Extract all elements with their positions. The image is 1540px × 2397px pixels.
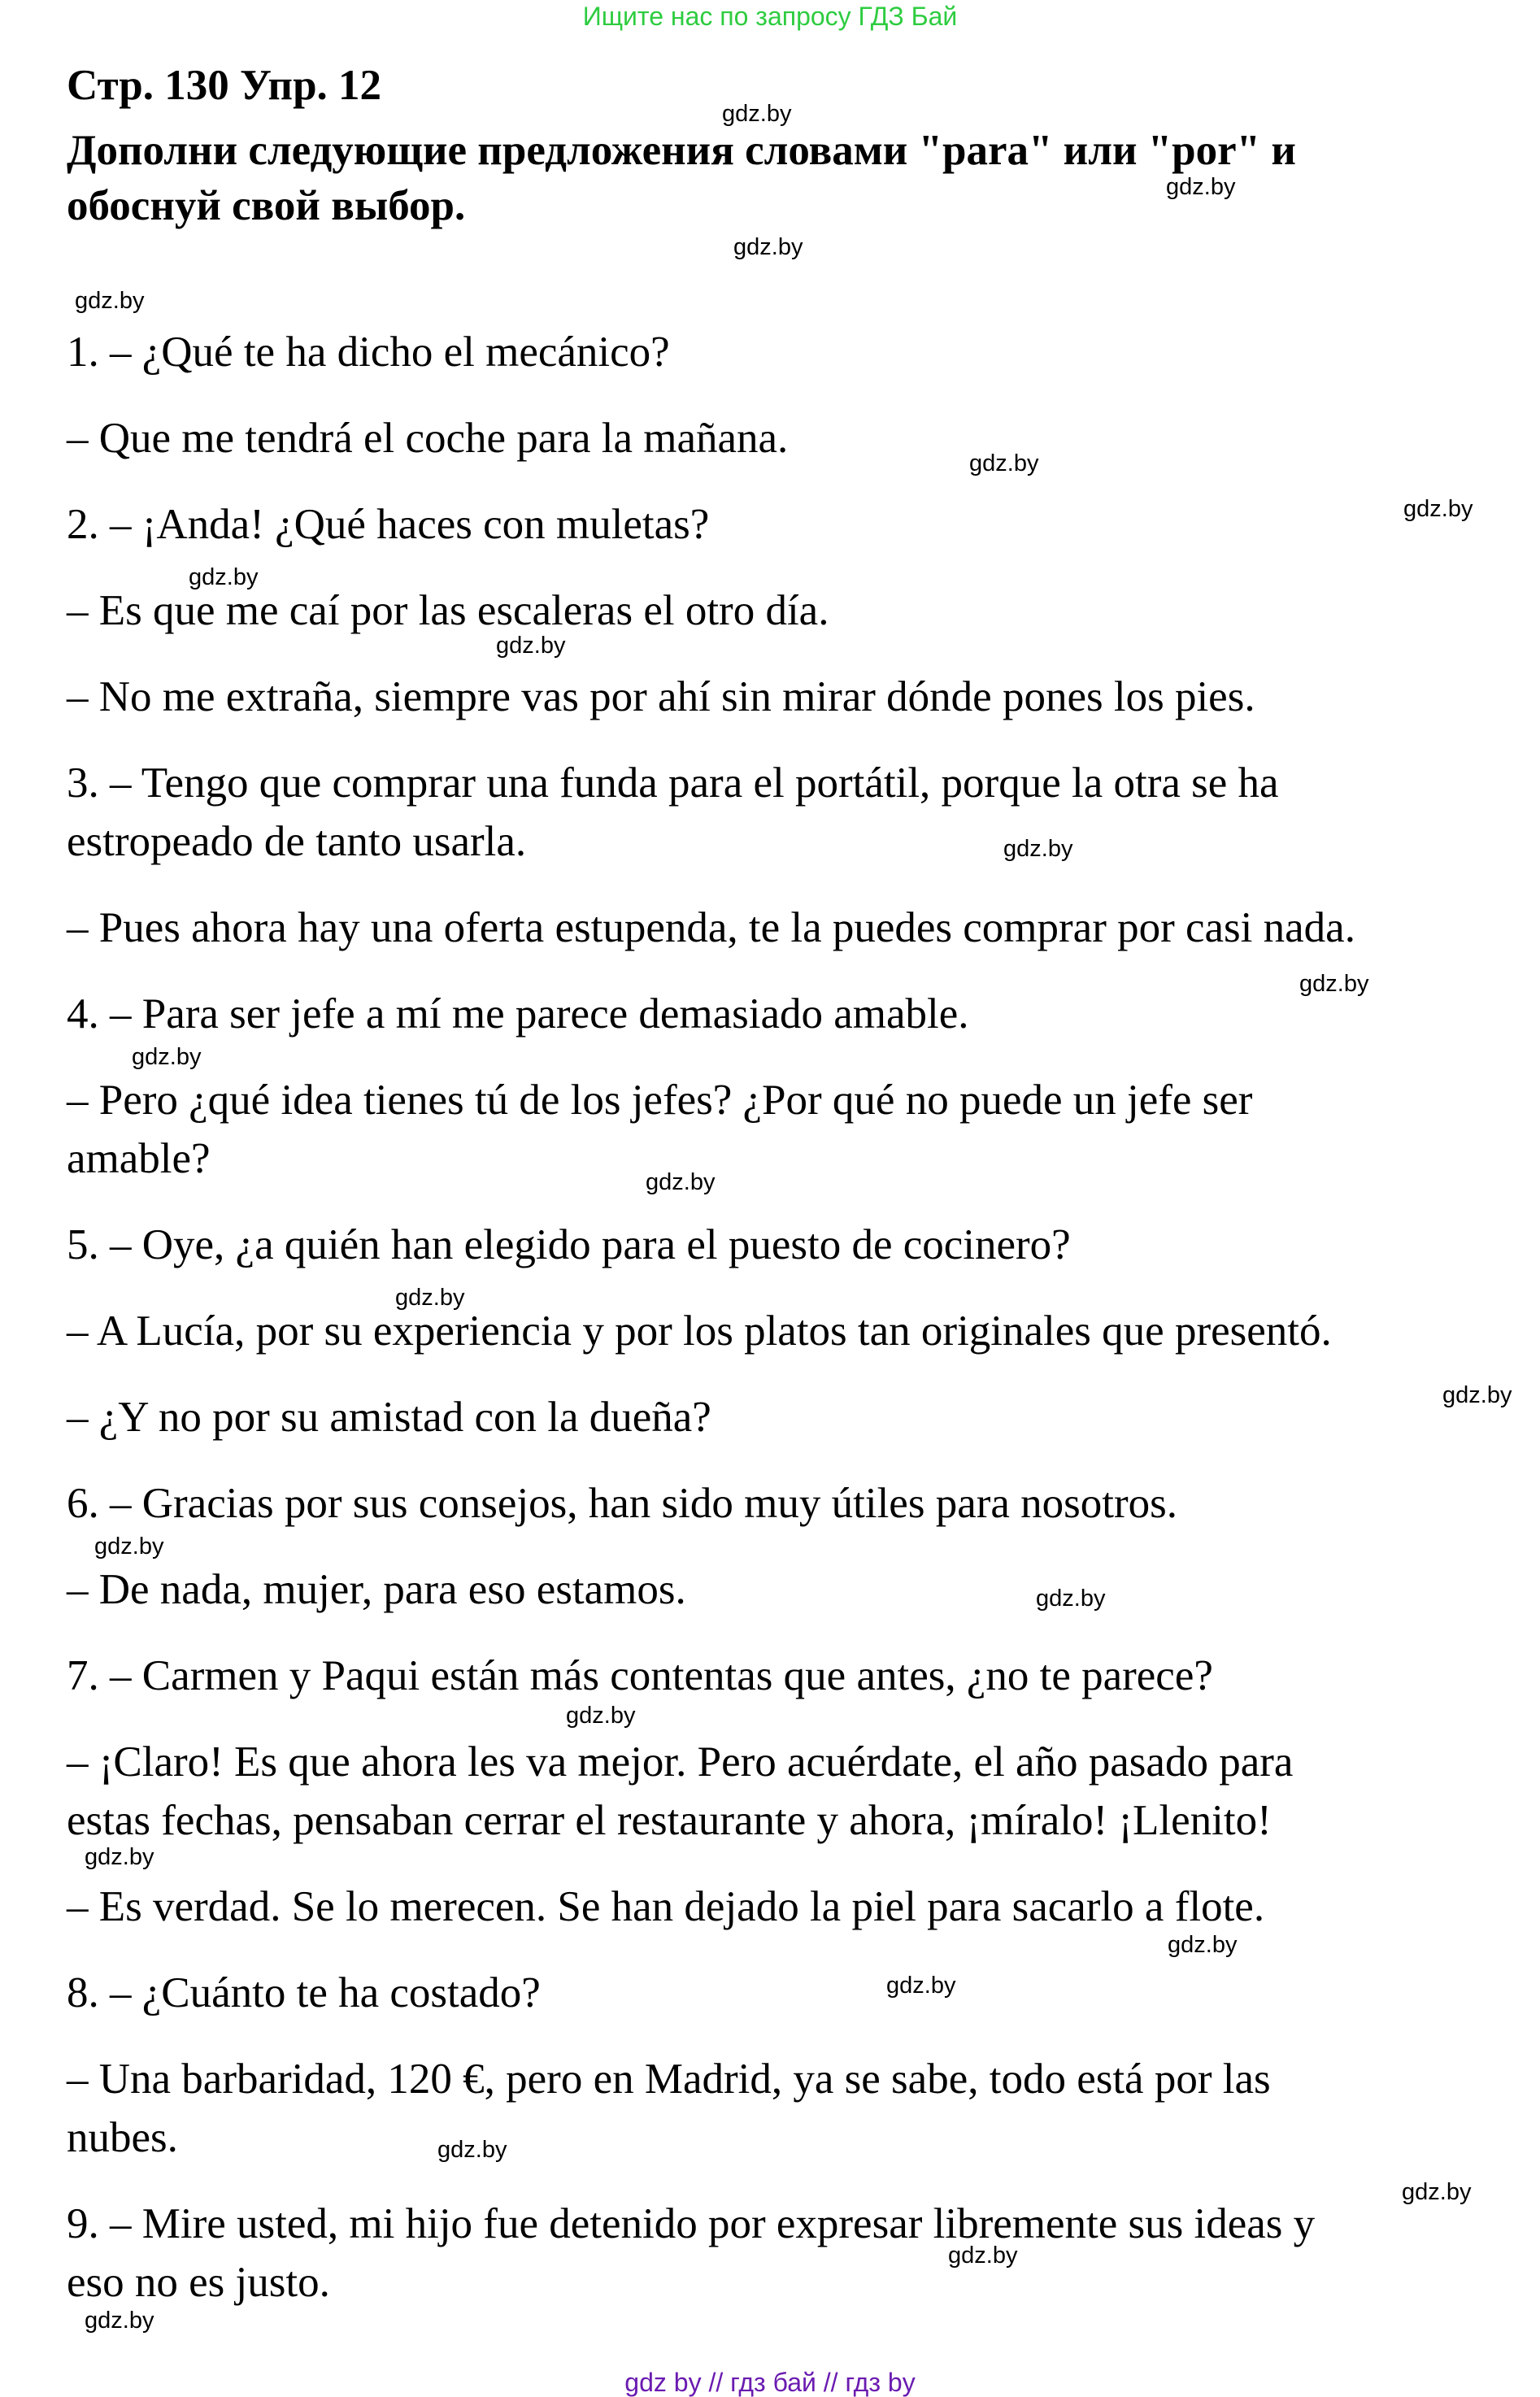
- text-line: 2. – ¡Anda! ¿Qué haces con muletas?: [67, 501, 710, 548]
- text-line: 9. – Mire usted, mi hijo fue detenido por expresar libremente sus ideas y: [67, 2200, 1316, 2247]
- text-line: 6. – Gracias por sus consejos, han sido muy útiles para nosotros.: [67, 1480, 1178, 1527]
- text-line: – Pues ahora hay una oferta estupenda, te la puedes comprar por casi nada.: [67, 904, 1355, 951]
- watermark: gdz.by: [395, 1285, 465, 1311]
- watermark: gdz.by: [94, 1533, 164, 1560]
- watermark: gdz.by: [1299, 971, 1369, 997]
- watermark: gdz.by: [1168, 1932, 1238, 1958]
- task-instruction-line-2: обоснуй свой выбор.: [67, 182, 466, 229]
- watermark: gdz.by: [566, 1703, 636, 1729]
- text-line: – Pero ¿qué idea tienes tú de los jefes? ¿Por qué no puede un jefe ser: [67, 1077, 1253, 1124]
- page-reference: Стр. 130 Упр. 12: [67, 62, 382, 109]
- text-line: 5. – Oye, ¿a quién han elegido para el puesto de cocinero?: [67, 1221, 1071, 1268]
- watermark: gdz.by: [948, 2243, 1018, 2269]
- text-line: 8. – ¿Cuánto te ha costado?: [67, 1969, 541, 2016]
- text-line: – De nada, mujer, para eso estamos.: [67, 1566, 686, 1613]
- watermark: gdz.by: [1003, 836, 1073, 862]
- text-line: 3. – Tengo que comprar una funda para el portátil, porque la otra se ha: [67, 759, 1279, 807]
- watermark: gdz.by: [437, 2137, 507, 2163]
- watermark: gdz.by: [1402, 2179, 1472, 2205]
- watermark: gdz.by: [1442, 1382, 1512, 1408]
- text-line: – Es que me caí por las escaleras el otro día.: [67, 587, 829, 634]
- watermark: gdz.by: [85, 1844, 154, 1870]
- watermark: gdz.by: [189, 564, 259, 590]
- task-instruction-line-1: Дополни следующие предложения словами "para" или "por" и: [67, 127, 1296, 174]
- text-line: eso no es justo.: [67, 2259, 330, 2306]
- watermark: gdz.by: [85, 2308, 154, 2334]
- text-line: – ¡Claro! Es que ahora les va mejor. Pero acuérdate, el año pasado para: [67, 1738, 1294, 1786]
- watermark: gdz.by: [1403, 496, 1473, 522]
- footer-links[interactable]: gdz by // гдз бай // гдз by: [624, 2368, 916, 2397]
- text-line: – Es verdad. Se lo merecen. Se han dejado la piel para sacarlo a flote.: [67, 1883, 1265, 1930]
- text-line: – No me extraña, siempre vas por ahí sin mirar dónde pones los pies.: [67, 673, 1255, 720]
- watermark: gdz.by: [75, 288, 145, 314]
- watermark: gdz.by: [1036, 1586, 1106, 1612]
- text-line: – ¿Y no por su amistad con la dueña?: [67, 1394, 711, 1441]
- text-line: 4. – Para ser jefe a mí me parece demasiado amable.: [67, 990, 969, 1038]
- header-search-link[interactable]: Ищите нас по запросу ГДЗ Бай: [582, 2, 958, 31]
- watermark: gdz.by: [886, 1973, 956, 1999]
- watermark: gdz.by: [132, 1044, 202, 1070]
- watermark: gdz.by: [1166, 174, 1236, 200]
- watermark: gdz.by: [646, 1169, 716, 1195]
- watermark: gdz.by: [722, 101, 792, 127]
- text-line: nubes.: [67, 2114, 178, 2161]
- watermark: gdz.by: [969, 450, 1039, 476]
- watermark: gdz.by: [733, 234, 803, 260]
- text-line: – Una barbaridad, 120 €, pero en Madrid, ya se sabe, todo está por las: [67, 2056, 1271, 2103]
- text-line: 1. – ¿Qué te ha dicho el mecánico?: [67, 328, 670, 376]
- text-line: – Que me tendrá el coche para la mañana.: [67, 415, 789, 462]
- text-line: estropeado de tanto usarla.: [67, 818, 527, 865]
- text-line: 7. – Carmen y Paqui están más contentas que antes, ¿no te parece?: [67, 1652, 1213, 1699]
- text-line: amable?: [67, 1135, 211, 1182]
- text-line: – A Lucía, por su experiencia y por los platos tan originales que presentó.: [67, 1307, 1332, 1355]
- text-line: estas fechas, pensaban cerrar el restaurante y ahora, ¡míralo! ¡Llenito!: [67, 1797, 1272, 1844]
- watermark: gdz.by: [496, 633, 566, 659]
